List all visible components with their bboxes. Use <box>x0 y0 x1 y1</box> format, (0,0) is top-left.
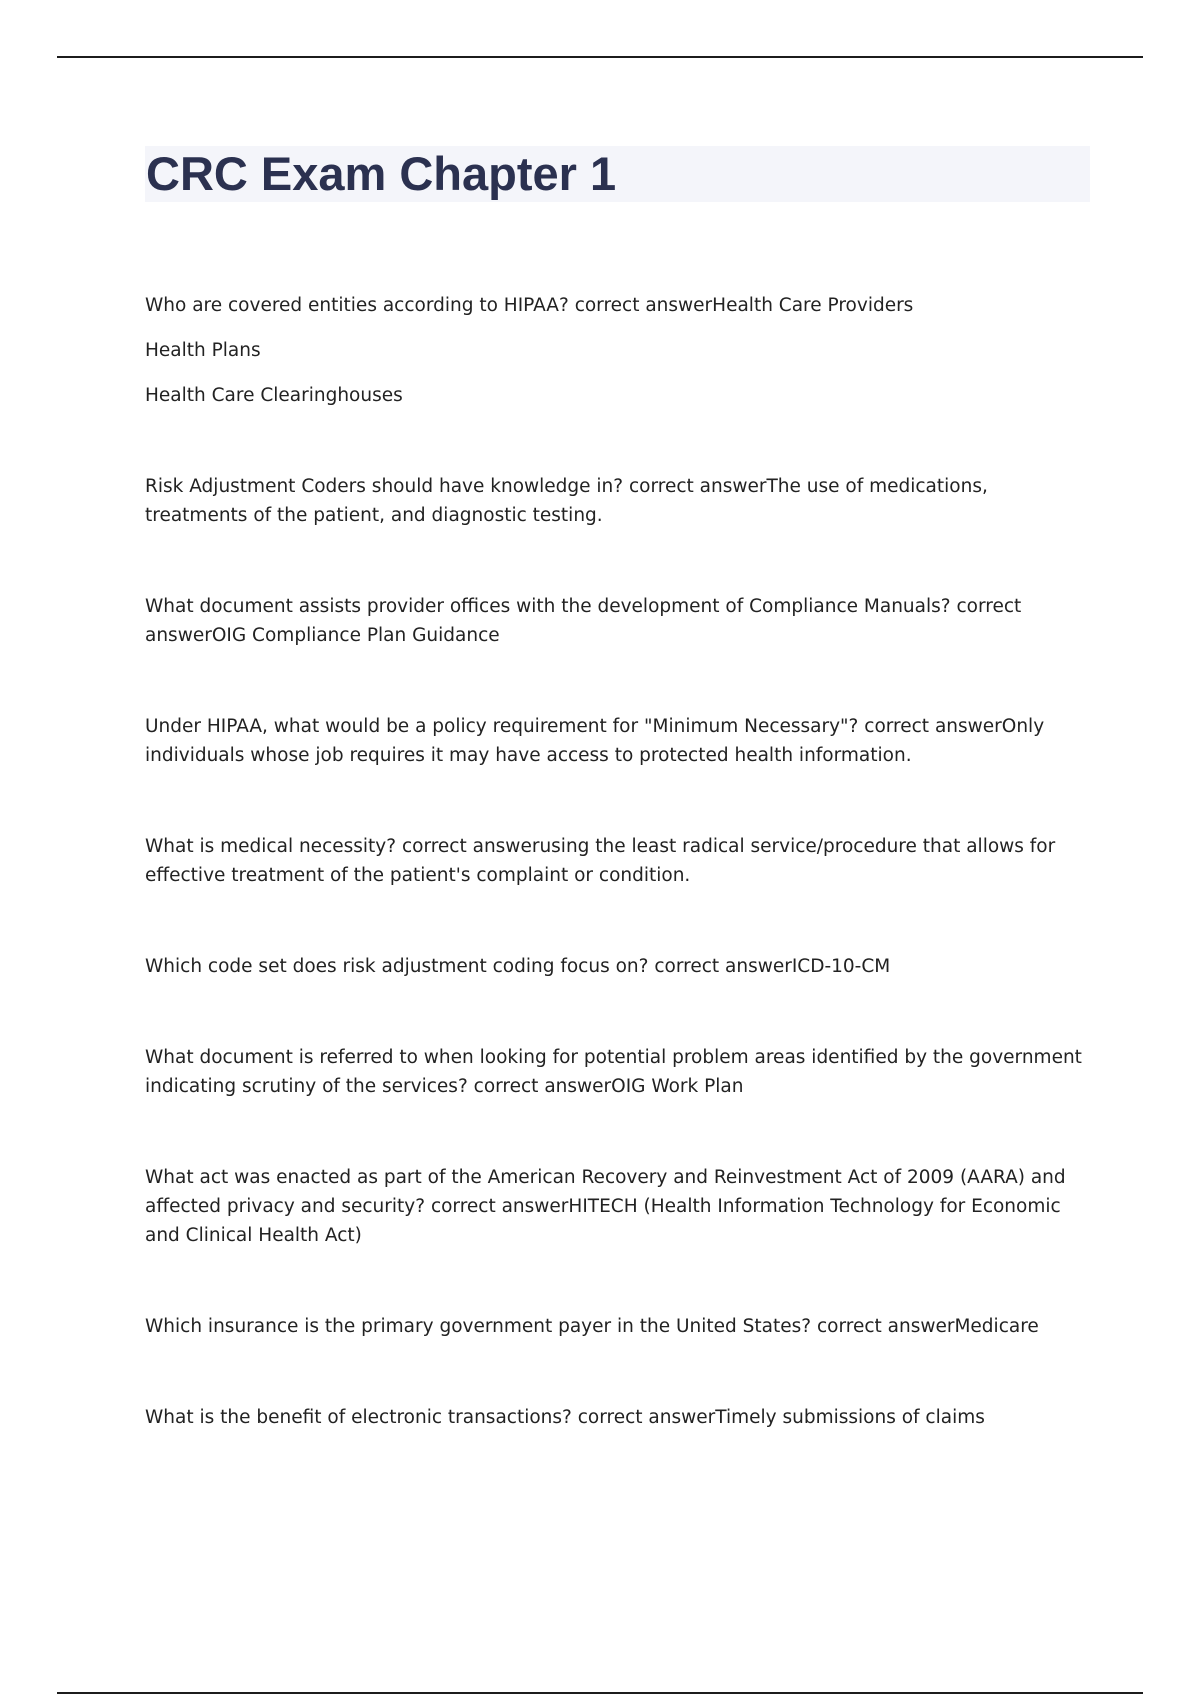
qa-item <box>145 1312 1090 1341</box>
answer-marker: correct answer <box>430 1196 569 1217</box>
question-text: What is medical necessity? <box>145 836 397 857</box>
qa-text <box>145 832 1090 890</box>
question-text: Who are covered entities according to HIPAA? <box>145 295 569 316</box>
question-text: What document is referred to when looking for potential problem areas identified by the government indicating scrutiny of the services? <box>145 1047 1082 1097</box>
header-rule <box>57 56 1143 58</box>
question-text: Risk Adjustment Coders should have knowledge in? <box>145 476 624 497</box>
qa-list <box>145 291 1090 1432</box>
answer-text: ICD-10-CM <box>791 956 891 977</box>
question-text: What act was enacted as part of the American Recovery and Reinvestment Act of 2009 (AARA) and affected privacy and security? <box>145 1167 1066 1217</box>
answer-extra-line: Health Care Clearinghouses <box>145 385 403 406</box>
qa-item <box>145 291 1090 410</box>
answer-marker: correct answer <box>145 596 1022 646</box>
answer-marker: correct answer <box>654 956 792 977</box>
qa-item <box>145 952 1090 981</box>
answer-text: using the least radical service/procedure that allows for effective treatment of the patient's complaint or condition. <box>145 836 1056 886</box>
answer-marker: correct answer <box>864 716 1002 737</box>
qa-item <box>145 592 1090 650</box>
answer-text: Only individuals whose job requires it may have access to protected health information. <box>145 716 1045 766</box>
answer-marker: correct answer <box>816 1316 955 1337</box>
qa-item <box>145 832 1090 890</box>
answer-marker: correct answer <box>574 295 713 316</box>
page-title: CRC Exam Chapter 1 <box>146 147 617 200</box>
question-text: Which code set does risk adjustment coding focus on? <box>145 956 649 977</box>
qa-text <box>145 592 1090 650</box>
answer-text: OIG Compliance Plan Guidance <box>211 625 500 646</box>
question-text: What is the benefit of electronic transactions? <box>145 1407 572 1428</box>
qa-text <box>145 472 1090 530</box>
question-text: Which insurance is the primary government payer in the United States? <box>145 1316 812 1337</box>
qa-item <box>145 1043 1090 1101</box>
qa-item <box>145 1403 1090 1432</box>
qa-text <box>145 1403 1090 1432</box>
qa-item <box>145 472 1090 530</box>
answer-text: OIG Work Plan <box>611 1076 744 1097</box>
qa-item <box>145 712 1090 770</box>
qa-text <box>145 1163 1090 1250</box>
qa-text <box>145 712 1090 770</box>
qa-text <box>145 291 1090 320</box>
answer-text: Medicare <box>954 1316 1039 1337</box>
question-text: Under HIPAA, what would be a policy requirement for "Minimum Necessary"? <box>145 716 859 737</box>
answer-extra-line: Health Plans <box>145 340 261 361</box>
answer-marker: correct answer <box>401 836 540 857</box>
qa-text <box>145 952 1090 981</box>
answer-marker: correct answer <box>473 1076 612 1097</box>
answer-text: Health Care Providers <box>712 295 914 316</box>
qa-text <box>145 1043 1090 1101</box>
question-text: What document assists provider offices with the development of Compliance Manuals? <box>145 596 951 617</box>
answer-text: The use of medications, treatments of the patient, and diagnostic testing. <box>145 476 988 526</box>
answer-marker: correct answer <box>628 476 767 497</box>
footer-rule <box>57 1692 1143 1694</box>
qa-item <box>145 1163 1090 1250</box>
qa-text <box>145 1312 1090 1341</box>
answer-text: Timely submissions of claims <box>715 1407 985 1428</box>
answer-marker: correct answer <box>577 1407 716 1428</box>
answer-text: HITECH (Health Information Technology for Economic and Clinical Health Act) <box>145 1196 1061 1246</box>
